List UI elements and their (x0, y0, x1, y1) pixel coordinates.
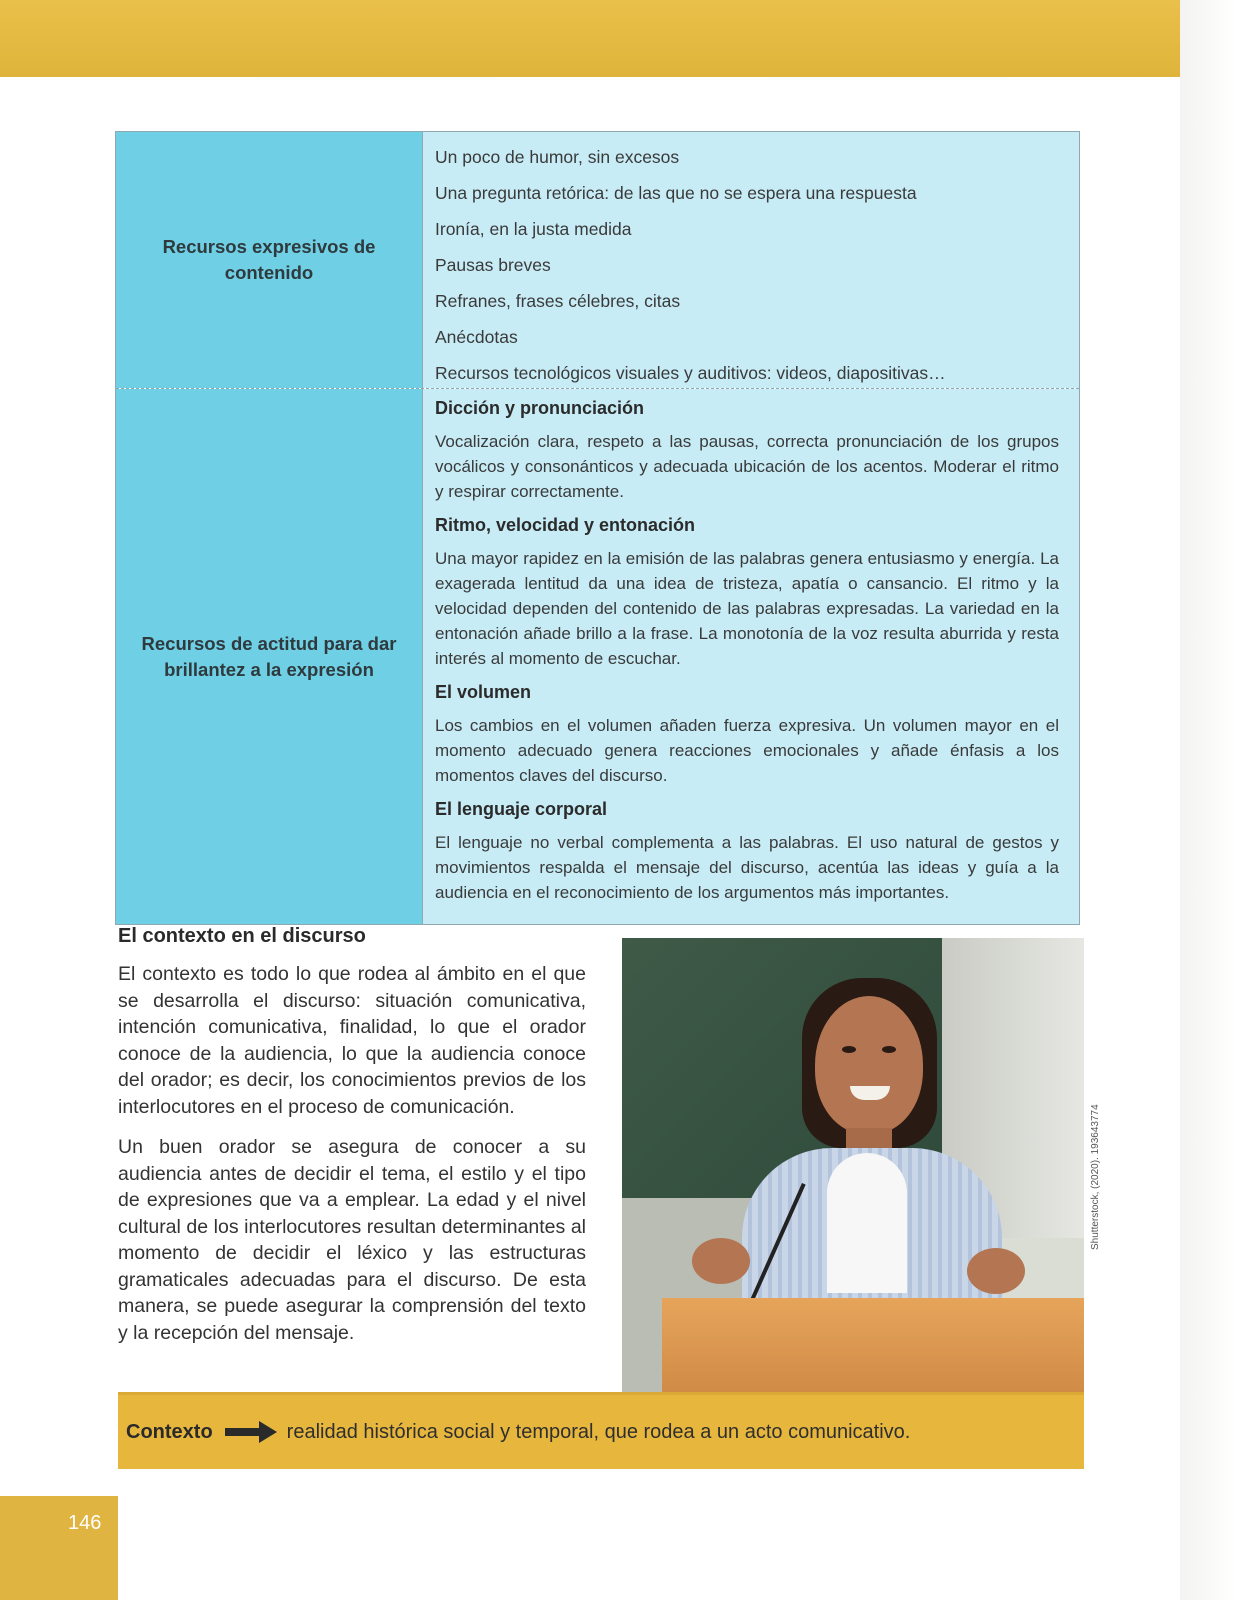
section-text: Los cambios en el volumen añaden fuerza expresiva. Un volumen mayor en el momento adecuado genera reacciones emocionales y añade énfasis a los momentos claves del discurso. (435, 716, 1059, 785)
list-item: Una pregunta retórica: de las que no se espera una respuesta (435, 183, 917, 203)
definition-text: realidad histórica social y temporal, que rodea a un acto comunicativo. (286, 1420, 911, 1443)
section-heading: Ritmo, velocidad y entonación (435, 515, 696, 535)
section-heading: El lenguaje corporal (435, 799, 608, 819)
page-edge (1180, 0, 1236, 1600)
section-heading: El volumen (435, 682, 532, 702)
top-color-band (0, 0, 1180, 77)
row-label: Recursos expresivos de contenido (116, 132, 423, 388)
section-heading: Dicción y pronunciación (435, 398, 645, 418)
paragraph: El contexto es todo lo que rodea al ámbito en el que se desarrolla el discurso: situación comunicativa, intención comunicativa, finalidad, lo que el orador conoce de la audiencia, lo que la audiencia conoce del orador; es decir, los conocimientos previos de los interlocutores en el proceso de comunicación. (118, 963, 586, 1118)
list-item: Un poco de humor, sin excesos (435, 147, 680, 167)
context-body (118, 961, 586, 1360)
speaker-tshirt (827, 1153, 907, 1293)
section-text: Una mayor rapidez en la emisión de las palabras genera entusiasmo y energía. La exagerada lentitud da una idea de tristeza, apatía o cansancio. El ritmo y la velocidad dependen del contenido de las palabras expresadas. La variedad en la entonación añade brillo a la frase. La monotonía de la voz resulta aburrida y resta interés al momento de escuchar. (435, 549, 1059, 668)
speaker-photo (622, 938, 1084, 1392)
row-content (423, 132, 1079, 388)
page-number: 146 (68, 1512, 102, 1534)
definition-banner (118, 1392, 1084, 1469)
table-row (116, 389, 1079, 924)
arrow-right-icon (225, 1421, 277, 1443)
speaker-eye (842, 1046, 856, 1053)
speaker-face (815, 996, 923, 1134)
row-label: Recursos de actitud para dar brillantez a la expresión (116, 389, 423, 924)
photo-credit: Shutterstock, (2020). 193643774 (1090, 1104, 1101, 1250)
list-item: Refranes, frases célebres, citas (435, 291, 681, 311)
definition-term: Contexto (126, 1420, 213, 1443)
section-text: Vocalización clara, respeto a las pausas, correcta pronunciación de los grupos vocálicos y consonánticos y adecuada ubicación de los acentos. Moderar el ritmo y respirar correctamente. (435, 432, 1059, 501)
section-text: El lenguaje no verbal complementa a las palabras. El uso natural de gestos y movimientos respalda el mensaje del discurso, acentúa las ideas y guía a la audiencia en el reconocimiento de los argumentos más importantes. (435, 833, 1059, 902)
list-item: Recursos tecnológicos visuales y auditivos: videos, diapositivas… (435, 363, 946, 383)
paragraph: Un buen orador se asegura de conocer a su audiencia antes de decidir el tema, el estilo y el tipo de expresiones que va a emplear. La edad y el nivel cultural de los interlocutores resultan determinantes al momento de decidir el léxico y las estructuras gramaticales adecuadas para el discurso. De esta manera, se puede asegurar la comprensión del texto y la recepción del mensaje. (118, 1136, 586, 1344)
list-item: Ironía, en la justa medida (435, 219, 632, 239)
podium (662, 1298, 1084, 1392)
context-heading: El contexto en el discurso (118, 925, 366, 947)
speaker-hand (692, 1238, 750, 1284)
list-item: Pausas breves (435, 255, 551, 275)
speaker-hand (967, 1248, 1025, 1294)
speaker-eye (882, 1046, 896, 1053)
list-item: Anécdotas (435, 327, 518, 347)
row-content (423, 389, 1079, 924)
table-row (116, 132, 1079, 389)
resources-table (115, 131, 1080, 925)
